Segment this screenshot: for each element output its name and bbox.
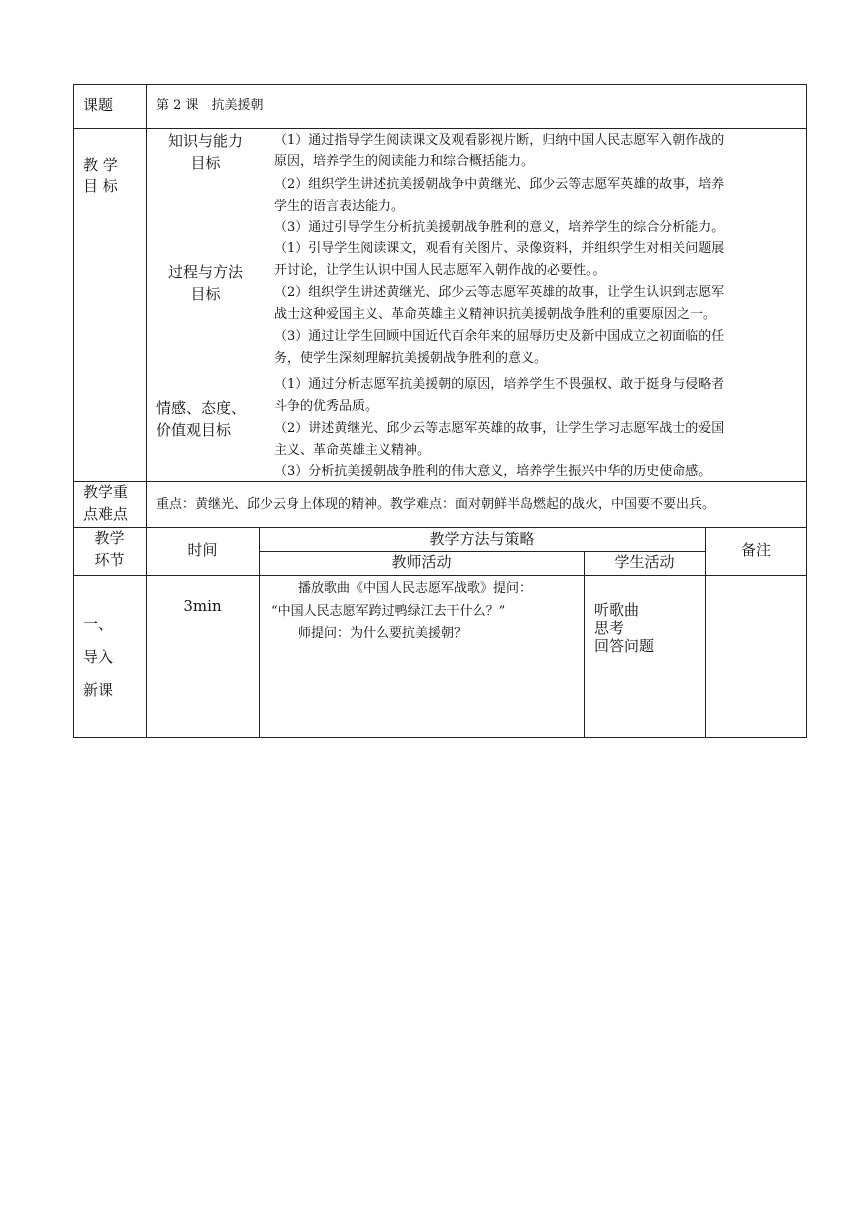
col-divider: [584, 551, 585, 738]
row-divider: [73, 128, 807, 129]
objective-line: 主义、革命英雄主义精神。: [274, 443, 431, 458]
objective-line: （2）组织学生讲述抗美援朝战争中黄继光、邱少云等志愿军英雄的故事，培养: [274, 177, 725, 192]
objective-head-process: 过程与方法: [167, 263, 243, 281]
header-note: 备注: [740, 541, 771, 559]
topic-label: 课题: [83, 96, 114, 114]
objective-line: （1）通过分析志愿军抗美援朝的原因，培养学生不畏强权、敢于挺身与侵略者: [274, 377, 725, 392]
phase-cell: 导入: [83, 648, 114, 666]
objective-line: （2）组织学生讲述黄继光、邱少云等志愿军英雄的故事，让学生认识到志愿军: [274, 285, 725, 300]
row-divider: [259, 551, 705, 552]
col-divider: [146, 84, 147, 738]
objective-line: （3）分析抗美援朝战争胜利的伟大意义，培养学生振兴中华的历史使命感。: [274, 464, 712, 479]
row-divider: [73, 481, 807, 482]
student-activity-line: 听歌曲: [594, 601, 640, 619]
key-points-label: 教学重: [83, 483, 129, 501]
key-points-label: 点难点: [83, 505, 129, 523]
header-time: 时间: [187, 541, 218, 559]
row-divider: [73, 527, 807, 528]
header-teacher: 教师活动: [391, 553, 452, 571]
teacher-activity-line: 播放歌曲《中国人民志愿军战歌》提问：: [298, 581, 533, 596]
objective-line: 斗争的优秀品质。: [274, 399, 379, 414]
objective-line: （3）通过让学生回顾中国近代百余年来的屈辱历史及新中国成立之初面临的任: [274, 329, 725, 344]
objectives-label: 目 标: [83, 177, 118, 195]
key-points-value: 重点：黄继光、邱少云身上体现的精神。教学难点：面对朝鲜半岛燃起的战火，中国要不要出兵。: [156, 497, 716, 512]
header-phase: 环节: [94, 551, 125, 569]
header-student: 学生活动: [614, 553, 675, 571]
student-activity-line: 回答问题: [594, 637, 655, 655]
objective-head-attitude: 情感、态度、: [156, 399, 247, 417]
time-cell: 3min: [183, 597, 222, 615]
objective-line: 务，使学生深刻理解抗美援朝战争胜利的意义。: [274, 351, 548, 366]
objective-head-knowledge: 目标: [190, 154, 221, 172]
student-activity-line: 思考: [594, 619, 625, 637]
objective-line: 战士这种爱国主义、革命英雄主义精神识抗美援朝战争胜利的重要原因之一。: [274, 307, 717, 322]
row-divider: [73, 575, 807, 576]
objective-line: 学生的语言表达能力。: [274, 199, 405, 214]
objective-head-knowledge: 知识与能力: [167, 132, 243, 150]
phase-cell: 一、: [83, 615, 114, 633]
objective-line: （1）引导学生阅读课文，观看有关图片、录像资料，并组织学生对相关问题展: [274, 241, 725, 256]
header-phase: 教学: [94, 529, 125, 547]
objective-line: （2）讲述黄继光、邱少云等志愿军英雄的故事，让学生学习志愿军战士的爱国: [274, 421, 725, 436]
topic-value: 第 2 课 抗美援朝: [156, 98, 264, 113]
phase-cell: 新课: [83, 681, 114, 699]
teacher-activity-line: 师提问：为什么要抗美援朝？: [298, 626, 468, 641]
objective-head-attitude: 价值观目标: [156, 421, 232, 439]
objectives-label: 教 学: [83, 156, 118, 174]
objective-line: 开讨论，让学生认识中国人民志愿军入朝作战的必要性。。: [274, 263, 606, 278]
objective-head-process: 目标: [190, 285, 221, 303]
objective-line: （1）通过指导学生阅读课文及观看影视片断，归纳中国人民志愿军入朝作战的: [274, 133, 725, 148]
teacher-activity-line: “中国人民志愿军跨过鸭绿江去干什么？”: [271, 604, 506, 619]
objective-line: （3）通过引导学生分析抗美援朝战争胜利的意义，培养学生的综合分析能力。: [274, 220, 725, 235]
header-method: 教学方法与策略: [429, 530, 535, 548]
objective-line: 原因，培养学生的阅读能力和综合概括能力。: [274, 154, 535, 169]
